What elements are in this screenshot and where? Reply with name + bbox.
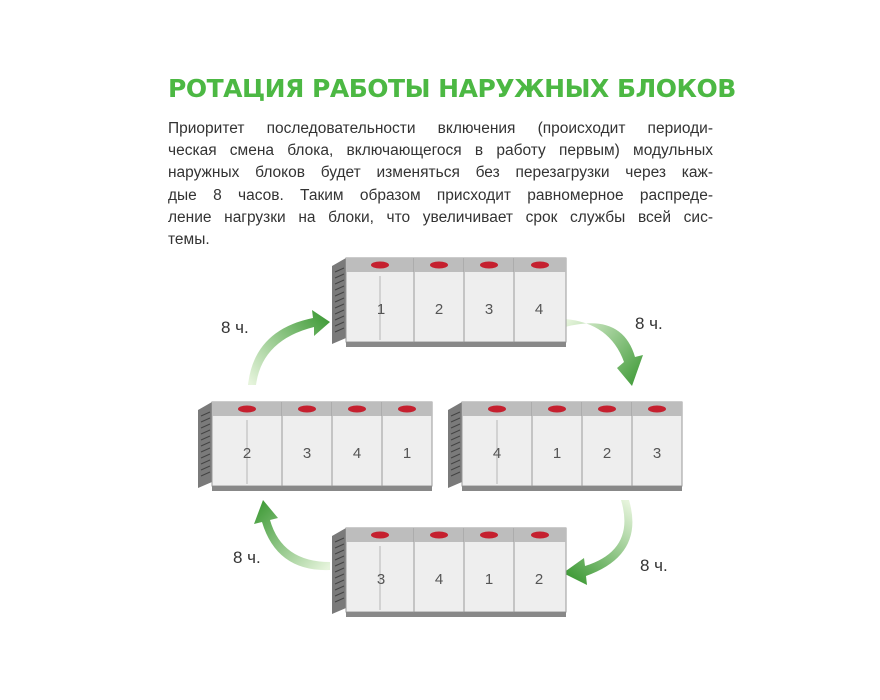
unit-row-bottom — [332, 528, 568, 618]
arrow-label-top-right: 8 ч. — [635, 314, 663, 333]
unit-left-2: 3 — [302, 445, 312, 462]
description-line-6: темы. — [168, 231, 210, 249]
description-line-5: ление нагрузки на блоки, что увеличивает срок службы всей сис- — [168, 208, 713, 226]
unit-bottom-3: 1 — [484, 571, 494, 588]
arrow-right-bottom — [563, 500, 632, 585]
unit-row-top — [332, 258, 568, 348]
unit-top-1: 1 — [376, 301, 386, 318]
unit-right-4: 3 — [652, 445, 662, 462]
unit-row-left — [198, 402, 434, 492]
arrow-left-top — [248, 310, 330, 385]
page-title: РОТАЦИЯ РАБОТЫ НАРУЖНЫХ БЛОКОВ — [168, 74, 736, 103]
unit-top-2: 2 — [434, 301, 444, 318]
arrow-label-left-top: 8 ч. — [221, 318, 249, 337]
unit-left-3: 4 — [352, 445, 362, 462]
unit-top-4: 4 — [534, 301, 544, 318]
unit-bottom-1: 3 — [376, 571, 386, 588]
unit-right-2: 1 — [552, 445, 562, 462]
unit-bottom-4: 2 — [534, 571, 544, 588]
arrow-bottom-left — [254, 500, 330, 570]
description-line-1: Приоритет последовательности включения (происходит периоди- — [168, 120, 713, 137]
arrow-top-right — [565, 319, 643, 386]
unit-top-3: 3 — [484, 301, 494, 318]
arrow-label-bottom-left: 8 ч. — [233, 548, 261, 567]
unit-left-4: 1 — [402, 445, 412, 462]
arrow-label-right-bottom: 8 ч. — [640, 556, 668, 575]
description-line-2: ческая смена блока, включающегося в работу первым) модульных — [168, 142, 713, 160]
unit-bottom-2: 4 — [434, 571, 444, 588]
unit-left-1: 2 — [242, 445, 252, 462]
description-line-4: дые 8 часов. Таким образом присходит равномерное распреде- — [168, 186, 713, 204]
unit-right-3: 2 — [602, 445, 612, 462]
unit-row-right — [448, 402, 684, 492]
description-line-3: наружных блоков будет изменяться без перезагрузки через каж- — [168, 164, 713, 182]
unit-right-1: 4 — [492, 445, 502, 462]
